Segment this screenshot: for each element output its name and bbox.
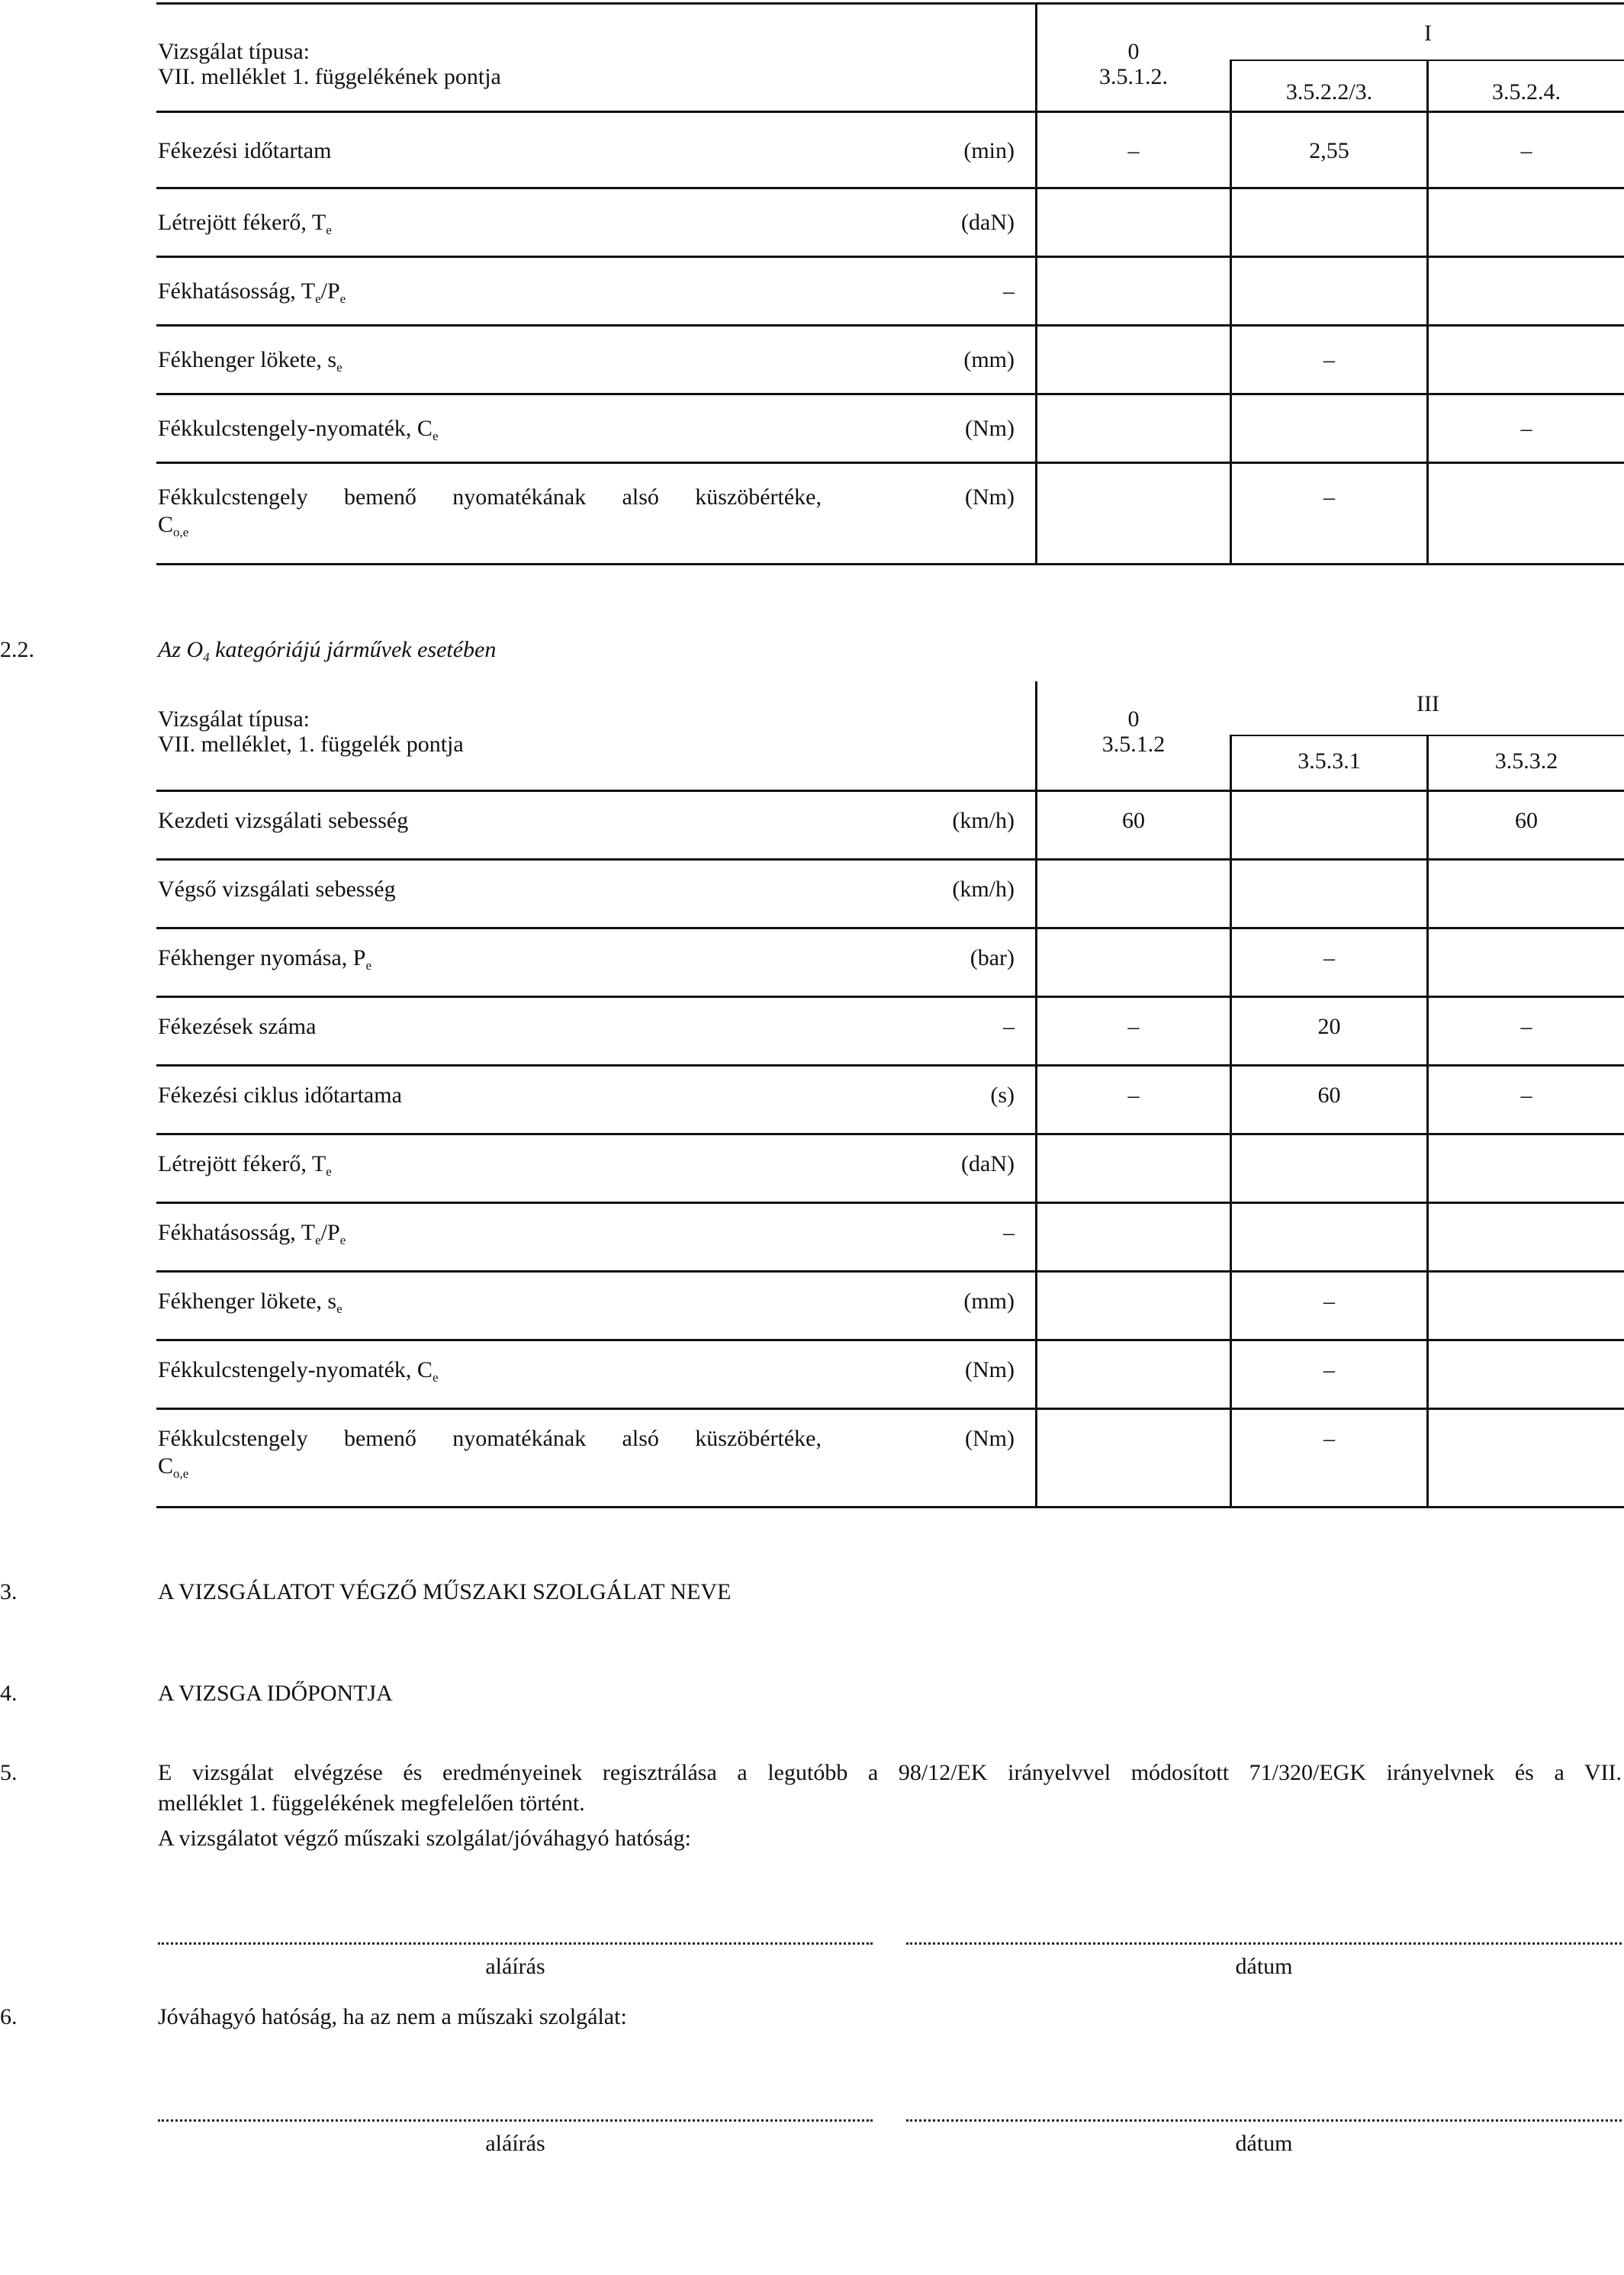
table2-row-unit: – <box>1003 1220 1015 1245</box>
table1-cell: – <box>1127 138 1140 163</box>
table1-row-unit: (mm) <box>963 347 1015 372</box>
table2-row-unit: (km/h) <box>952 877 1015 902</box>
table2-col1-header: 3.5.3.1 <box>1298 748 1361 774</box>
date-line[interactable] <box>906 1942 1622 1945</box>
section-5-line-3: A vizsgálatot végző műszaki szolgálat/jóváhagyó hatóság: <box>158 1826 691 1851</box>
signature-line[interactable] <box>158 2119 873 2122</box>
table2-row-label: Fékkulcstengely bemenő nyomatékának alsó küszöbértéke, <box>158 1426 822 1451</box>
table2-row-label: Kezdeti vizsgálati sebesség <box>158 808 409 833</box>
table2-row-unit: (daN) <box>961 1151 1015 1176</box>
table2-row-unit: (s) <box>990 1083 1015 1108</box>
section-3-title: A VIZSGÁLATOT VÉGZŐ MŰSZAKI SZOLGÁLAT NEVE <box>158 1579 732 1604</box>
table2-cell: – <box>1323 1426 1335 1451</box>
table1-cell: – <box>1520 138 1532 163</box>
table1-cell: – <box>1323 347 1335 372</box>
table2-cell: 60 <box>1515 808 1538 833</box>
date-label: dátum <box>1235 2131 1293 2156</box>
table1-row-unit: (Nm) <box>965 416 1015 441</box>
table2-header-label-1: Vizsgálat típusa: <box>158 706 310 732</box>
table1-col0-bottom: 3.5.1.2. <box>1099 64 1168 89</box>
section-5-line-1: E vizsgálat elvégzése és eredményeinek regisztrálása a legutóbb a 98/12/EK irányelvvel módosított 71/320/EGK irányelvnek és a VII. <box>158 1760 1622 1785</box>
table1-row-label: Fékkulcstengely-nyomaték, $C_e$ <box>158 416 439 443</box>
section-4-title: A VIZSGA IDŐPONTJA <box>158 1681 393 1706</box>
table2-header-label-2: VII. melléklet, 1. függelék pontja <box>158 732 464 757</box>
table1-row-label-line2: $C_{o,e}$ <box>158 512 189 539</box>
section-2-2-title: Az $O_4$ kategóriájú járművek esetében <box>158 637 497 664</box>
table1-row-unit: (min) <box>963 138 1015 163</box>
table2-row-unit: – <box>1003 1014 1015 1039</box>
table1-row-unit: (daN) <box>961 210 1015 235</box>
table2-cell: 60 <box>1317 1083 1341 1108</box>
table2-cell: – <box>1127 1083 1140 1108</box>
table2-row-unit: (Nm) <box>965 1426 1015 1451</box>
table2-cell: – <box>1323 1289 1335 1314</box>
table2-row-unit: (bar) <box>970 945 1015 970</box>
table1-row-label: Fékhatásosság, $T_e/P_e$ <box>158 278 346 306</box>
table2-cell: – <box>1520 1083 1532 1108</box>
table2-row-label: Fékhenger lökete, $s_e$ <box>158 1289 342 1316</box>
table1-row-unit: (Nm) <box>965 484 1015 510</box>
section-4-number: 4. <box>0 1681 18 1706</box>
table1-cell: – <box>1323 484 1335 510</box>
table2-col2-header: 3.5.3.2 <box>1494 748 1558 774</box>
table1-header-label-1: Vizsgálat típusa: <box>158 39 310 64</box>
table2-row-label: Fékezési ciklus időtartama <box>158 1083 402 1108</box>
table2-col0-top: 0 <box>1127 706 1140 732</box>
table2-cell: – <box>1127 1014 1140 1039</box>
table1-row-label: Fékkulcstengely bemenő nyomatékának alsó küszöbértéke, <box>158 484 822 510</box>
table2-row-label-line2: $C_{o,e}$ <box>158 1453 189 1481</box>
table1-col0-top: 0 <box>1127 39 1140 64</box>
section-6-number: 6. <box>0 2004 18 2029</box>
section-5-line-2: melléklet 1. függelékének megfelelően történt. <box>158 1791 585 1816</box>
table1-col1-header: 3.5.2.2/3. <box>1285 79 1373 105</box>
table2-cell: – <box>1323 1357 1335 1382</box>
signature-line[interactable] <box>158 1942 873 1945</box>
table2-cell: – <box>1323 945 1335 970</box>
table1-cell: – <box>1520 416 1532 441</box>
signature-label: aláírás <box>485 1954 545 1979</box>
table2-col0-bottom: 3.5.1.2 <box>1101 732 1166 757</box>
table2-row-label: Fékkulcstengely-nyomaték, $C_e$ <box>158 1357 439 1385</box>
table2-row-label: Fékhenger nyomása, $P_e$ <box>158 945 371 973</box>
section-5-number: 5. <box>0 1760 18 1785</box>
section-6-title: Jóváhagyó hatóság, ha az nem a műszaki szolgálat: <box>158 2004 627 2029</box>
table2-row-label: Létrejött fékerő, $T_e$ <box>158 1151 332 1179</box>
section-3-number: 3. <box>0 1579 18 1604</box>
table1-row-label: Fékhenger lökete, $s_e$ <box>158 347 342 375</box>
table1-row-label: Létrejött fékerő, $T_e$ <box>158 210 332 237</box>
table1-group-header: I <box>1424 21 1432 46</box>
signature-label: aláírás <box>485 2131 545 2156</box>
table1-cell: 2,55 <box>1309 138 1349 163</box>
table2-cell: 60 <box>1122 808 1145 833</box>
table2-row-unit: (mm) <box>963 1289 1015 1314</box>
table2-cell: 20 <box>1317 1014 1341 1039</box>
table2-cell: – <box>1520 1014 1532 1039</box>
table2-row-unit: (km/h) <box>952 808 1015 833</box>
table2-row-label: Végső vizsgálati sebesség <box>158 877 396 902</box>
section-2-2-number: 2.2. <box>0 637 34 662</box>
table2-row-unit: (Nm) <box>965 1357 1015 1382</box>
table1-row-unit: – <box>1003 278 1015 304</box>
table2-row-label: Fékezések száma <box>158 1014 317 1039</box>
date-line[interactable] <box>906 2119 1622 2122</box>
table2-row-label: Fékhatásosság, $T_e/P_e$ <box>158 1220 346 1247</box>
table1-row-label: Fékezési időtartam <box>158 138 332 163</box>
table1-header-label-2: VII. melléklet 1. függelékének pontja <box>158 64 501 89</box>
table2-group-header: III <box>1417 691 1439 716</box>
date-label: dátum <box>1235 1954 1293 1979</box>
table1-col2-header: 3.5.2.4. <box>1492 79 1561 105</box>
